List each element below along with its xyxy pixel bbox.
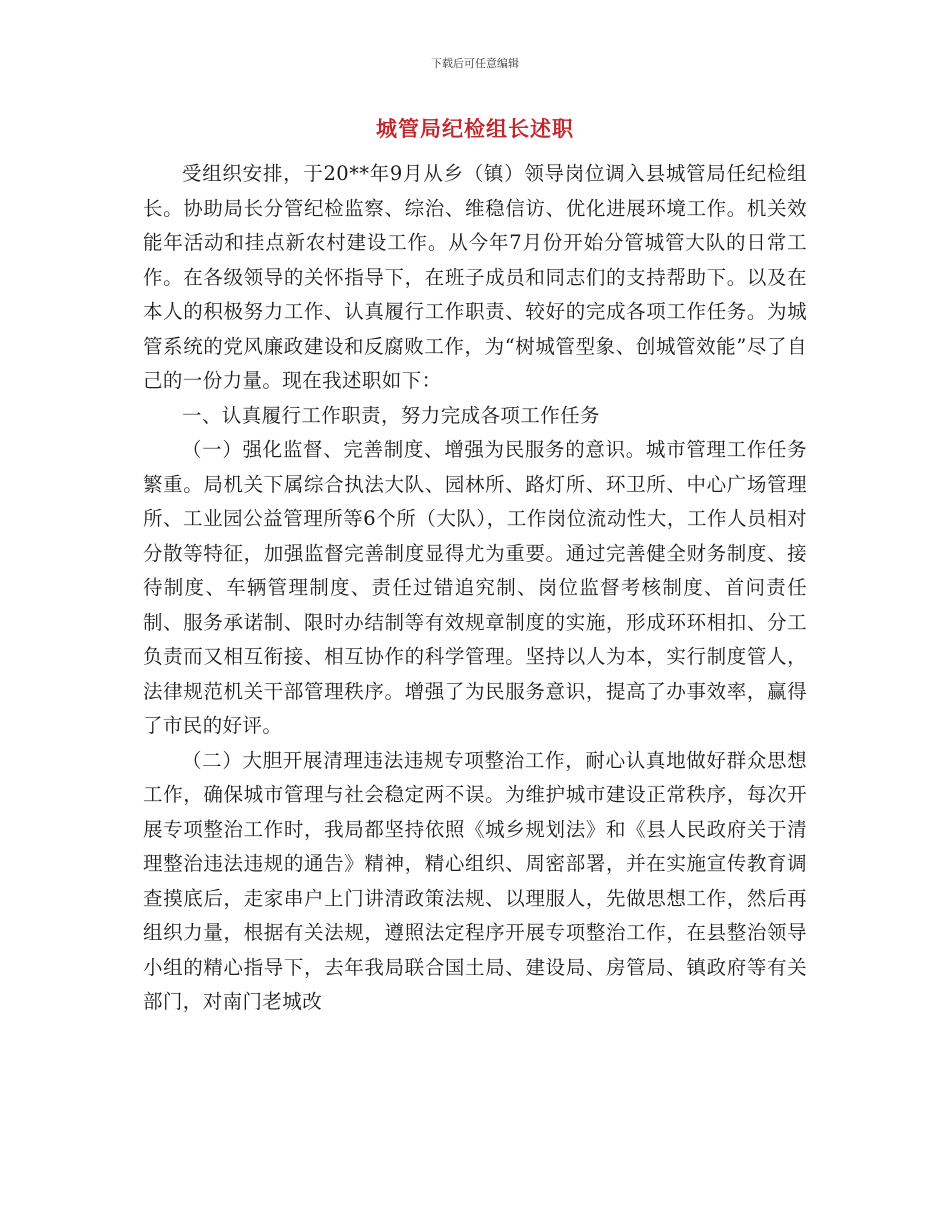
section-heading-1: 一、认真履行工作职责，努力完成各项工作任务 <box>182 403 600 427</box>
document-body <box>143 157 807 1020</box>
paragraph-subsection-2: （二）大胆开展清理违法违规专项整治工作，耐心认真地做好群众思想工作，确保城市管理与社会稳定两不误。为维护城市建设正常秩序，每次开展专项整治工作时，我局都坚持依照《城乡规划法》和《县人民政府关于清理整治违法违规的通告》精神，精心组织、周密部署，并在实施宣传教育调查摸底后，走家串户上门讲清政策法规、以理服人，先做思想工作，然后再组织力量，根据有关法规，遵照法定程序开展专项整治工作，在县整治领导小组的精心指导下，去年我局联合国土局、建设局、房管局、镇政府等有关部门，对南门老城改 <box>143 748 807 1013</box>
header-note: 下载后可任意编辑 <box>431 57 519 70</box>
paragraph-intro: 受组织安排，于20**年9月从乡（镇）领导岗位调入县城管局任纪检组长。协助局长分管纪检监察、综治、维稳信访、优化进展环境工作。机关效能年活动和挂点新农村建设工作。从今年7月份开始分管城管大队的日常工作。在各级领导的关怀指导下，在班子成员和同志们的支持帮助下。以及在本人的积极努力工作、认真履行工作职责、较好的完成各项工作任务。为城管系统的党风廉政建设和反腐败工作，为“树城管型象、创城管效能”尽了自己的一份力量。现在我述职如下： <box>143 162 807 392</box>
paragraph-subsection-1: （一）强化监督、完善制度、增强为民服务的意识。城市管理工作任务繁重。局机关下属综合执法大队、园林所、路灯所、环卫所、中心广场管理所、工业园公益管理所等6个所（大队），工作岗位流动性大，工作人员相对分散等特征，加强监督完善制度显得尤为重要。通过完善健全财务制度、接待制度、车辆管理制度、责任过错追究制、岗位监督考核制度、首问责任制、服务承诺制、限时办结制等有效规章制度的实施，形成环环相扣、分工负责而又相互衔接、相互协作的科学管理。坚持以人为本，实行制度管人，法律规范机关干部管理秩序。增强了为民服务意识，提高了办事效率，赢得了市民的好评。 <box>143 438 807 737</box>
document-title: 城管局纪检组长述职 <box>376 116 574 141</box>
